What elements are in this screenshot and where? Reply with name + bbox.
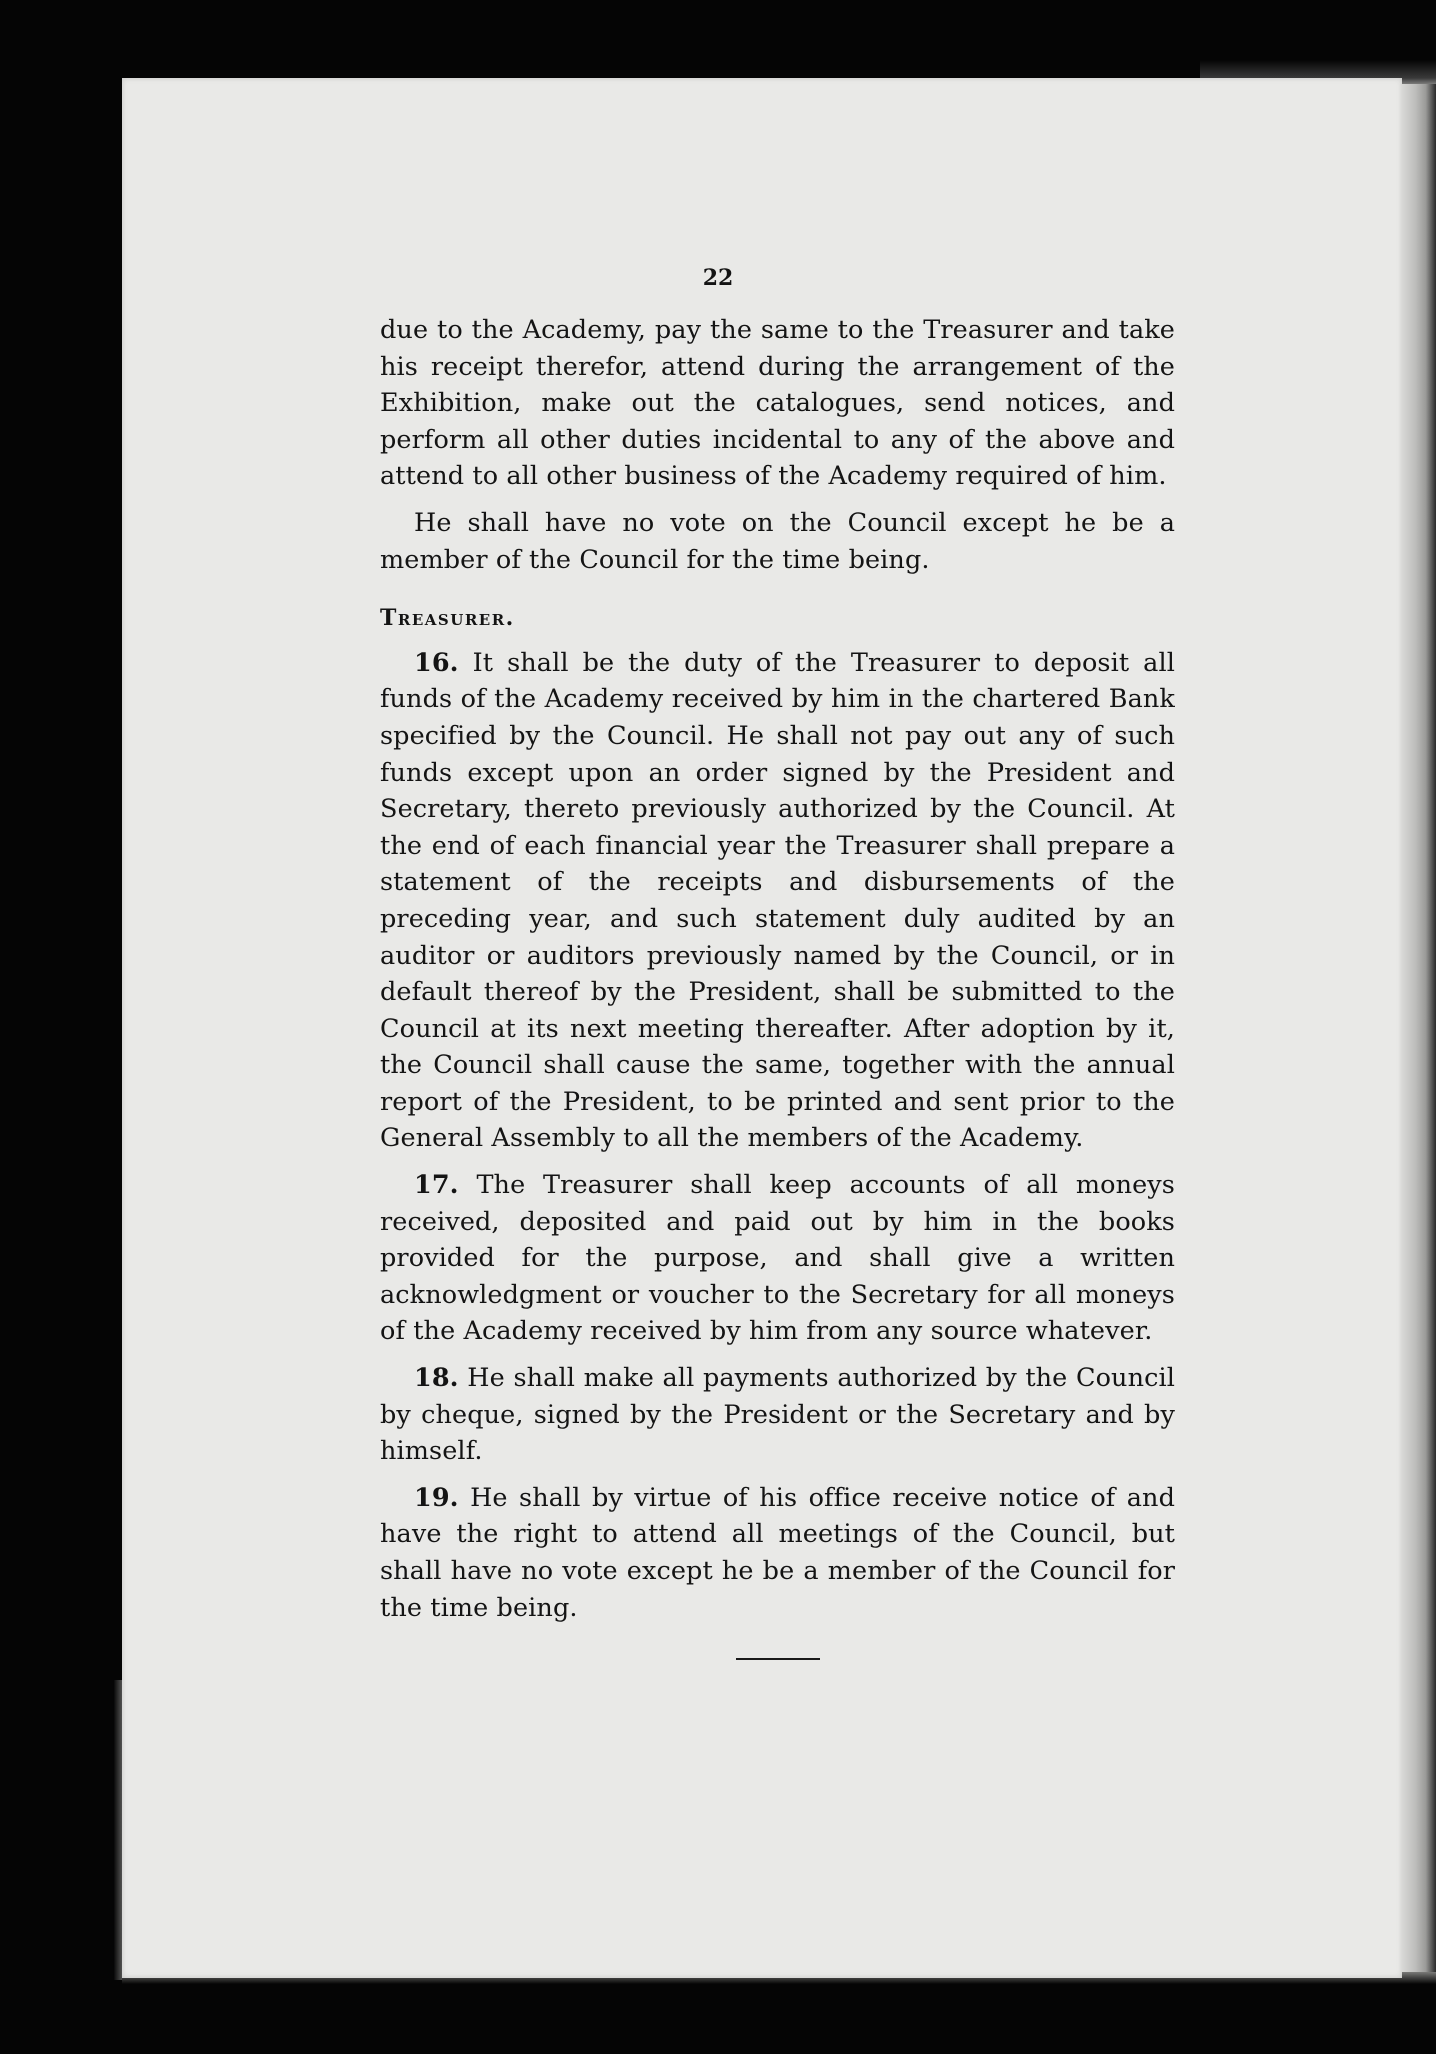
- section-16: [380, 645, 1175, 1157]
- section-19: [380, 1480, 1175, 1626]
- section-number: 17.: [414, 1170, 459, 1201]
- continuation-paragraph: due to the Academy, pay the same to the Treasurer and take his receipt therefor, attend during the arrangement of the Exhibition, make out the catalogues, send notices, and perform all other duties incidental to any of the above and attend to all other business of the Academy required of him.: [380, 315, 1175, 492]
- section-17: [380, 1167, 1175, 1350]
- section-text: He shall make all payments authorized by the Council by cheque, signed by the President or the Secretary and by himself.: [380, 1363, 1175, 1467]
- section-number: 16.: [414, 647, 459, 678]
- closing-rule: [736, 1658, 820, 1660]
- section-text: It shall be the duty of the Treasurer to deposit all funds of the Academy received by him in the chartered Bank specified by the Council. He shall not pay out any of such funds except upon an order signed by the President and Secretary, thereto previously authorized by the Council. At the end of each financial year the Treasurer shall prepare a statement of the receipts and disbursements of the preceding year, and such statement duly audited by an auditor or auditors previously named by the Council, or in default thereof by the President, shall be submitted to the Council at its next meeting thereafter. After adoption by it, the Council shall cause the same, together with the annual report of the President, to be printed and sent prior to the General Assembly to all the members of the Academy.: [380, 647, 1175, 1154]
- page-number: 22: [702, 265, 734, 291]
- section-heading: Treasurer.: [380, 605, 515, 632]
- adjacent-page-edge: [1402, 84, 1436, 1978]
- section-number: 18.: [414, 1363, 459, 1394]
- section-text: He shall by virtue of his office receive notice of and have the right to attend all meetings of the Council, but shall have no vote except he be a member of the Council for the time being.: [380, 1482, 1175, 1623]
- page-body: [380, 262, 1175, 1660]
- section-number: 19.: [414, 1482, 459, 1513]
- section-text: The Treasurer shall keep accounts of all moneys received, deposited and paid out by him in the books provided for the purpose, and shall give a written acknowledgment or voucher to the Secretary for all moneys of the Academy received by him from any source whatever.: [380, 1170, 1175, 1347]
- section-18: [380, 1360, 1175, 1470]
- continuation-paragraph: He shall have no vote on the Council except he be a member of the Council for the time being.: [380, 507, 1175, 575]
